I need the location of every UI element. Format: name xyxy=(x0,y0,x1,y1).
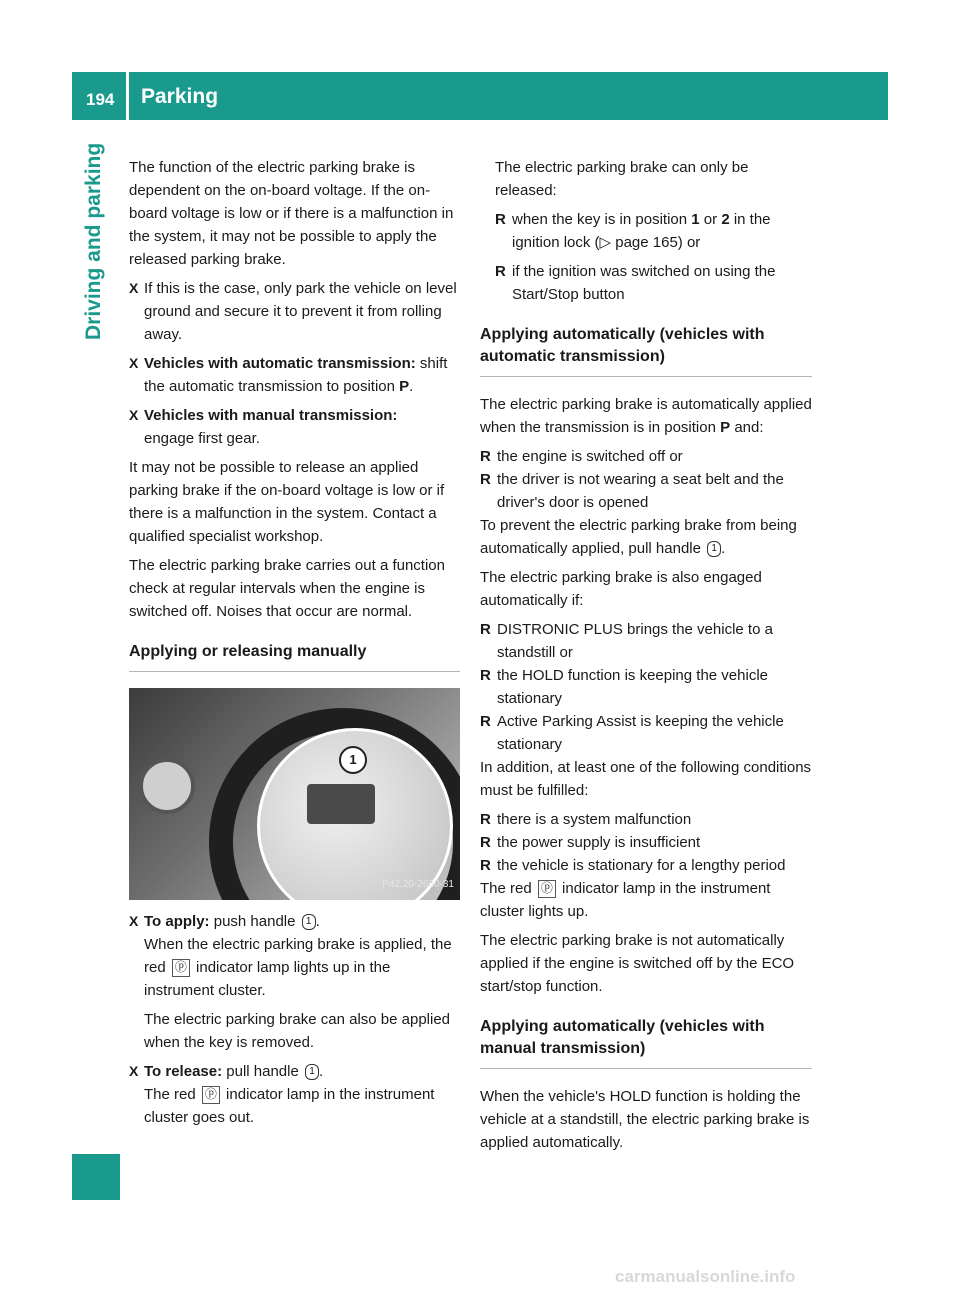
parking-lamp-icon: ⓟ xyxy=(202,1086,220,1104)
bullet-mark: R xyxy=(480,713,491,730)
parking-brake-figure xyxy=(129,688,460,900)
eco-paragraph: The electric parking brake is not automatically applied if the engine is switched off by the ECO start/stop function. xyxy=(480,932,795,995)
step-manual: X Vehicles with manual transmission: engage first gear. xyxy=(129,404,460,450)
list-item: R the driver is not wearing a seat belt and the driver's door is opened xyxy=(480,468,812,514)
step-arrow-icon: X xyxy=(129,280,139,296)
parking-lamp-icon: ⓟ xyxy=(538,880,556,898)
also-engaged-paragraph: The electric parking brake is also engaged automatically if: xyxy=(480,569,762,609)
step-automatic: X Vehicles with automatic transmission: shift the automatic transmission to position P. xyxy=(129,352,460,398)
parking-brake-handle xyxy=(307,784,375,824)
step-arrow-icon: X xyxy=(129,355,139,371)
auto-apply-paragraph: The electric parking brake is automatically applied when the transmission is in position P and: xyxy=(480,396,812,436)
callout-icon: 1 xyxy=(707,541,721,557)
bullet-mark: R xyxy=(480,471,491,488)
lamp-paragraph: The red ⓟ indicator lamp in the instrument cluster lights up. xyxy=(480,880,771,920)
list-item: R Active Parking Assist is keeping the vehicle stationary xyxy=(480,710,812,756)
list-item: R DISTRONIC PLUS brings the vehicle to a standstill or xyxy=(480,618,812,664)
function-check-note: The electric parking brake carries out a function check at regular intervals when the engine is switched off. Noises that occur are normal. xyxy=(129,557,445,620)
bullet-mark: R xyxy=(480,811,491,828)
side-tab-block xyxy=(72,1154,120,1200)
bullet-mark: R xyxy=(480,857,491,874)
callout-icon: 1 xyxy=(302,914,316,930)
bullet-mark: R xyxy=(480,448,491,465)
step-arrow-icon: X xyxy=(129,913,139,929)
parking-lamp-icon: ⓟ xyxy=(172,959,190,977)
left-column xyxy=(129,156,460,1129)
release-intro: The electric parking brake can only be released: xyxy=(495,159,749,199)
list-item: R there is a system malfunction xyxy=(480,808,812,831)
list-item: R the power supply is insufficient xyxy=(480,831,812,854)
bullet-mark: R xyxy=(480,667,491,684)
side-tab xyxy=(72,120,120,1200)
bullet-mark: R xyxy=(480,834,491,851)
list-item: R the vehicle is stationary for a lengthy period xyxy=(480,854,812,877)
bullet-mark: R xyxy=(495,211,506,228)
callout-icon: 1 xyxy=(305,1064,319,1080)
section-heading: Applying automatically (vehicles with automatic transmission) xyxy=(480,324,812,377)
section-heading: Applying automatically (vehicles with manual transmission) xyxy=(480,1016,812,1069)
section-label: Driving and parking xyxy=(82,142,105,340)
step-arrow-icon: X xyxy=(129,407,139,423)
step-release: X To release: pull handle 1 . The red ⓟ indicator lamp in the instrument cluster goes out. xyxy=(129,1060,460,1129)
list-item: R the HOLD function is keeping the vehicle stationary xyxy=(480,664,812,710)
figure-callout: 1 xyxy=(339,746,367,774)
step-arrow-icon: X xyxy=(129,1063,139,1079)
right-column xyxy=(480,156,812,1154)
header-divider xyxy=(126,72,129,120)
section-heading: Applying or releasing manually xyxy=(129,641,460,672)
intro-paragraph: The function of the electric parking brake is dependent on the on-board voltage. If the on-board voltage is low or if there is a malfunction in the system, it may not be possible to apply the released parking brake. xyxy=(129,159,454,268)
prevent-apply-paragraph: To prevent the electric parking brake from being automatically applied, pull handle 1 . xyxy=(480,517,797,557)
list-item: R the engine is switched off or xyxy=(480,445,812,468)
air-vent-shape xyxy=(139,758,195,814)
conditions-paragraph: In addition, at least one of the following conditions must be fulfilled: xyxy=(480,759,812,799)
list-item: R if the ignition was switched on using the Start/Stop button xyxy=(480,260,812,306)
list-item: R when the key is in position 1 or 2 in the ignition lock (▷ page 165) or xyxy=(480,208,812,254)
step-apply: X To apply: push handle 1 . When the electric parking brake is applied, the red ⓟ indicator lamp lights up in the instrument cluster. The electric parking brake can also be applied when the key is removed. xyxy=(129,910,460,1054)
step-park-level: X If this is the case, only park the vehicle on level ground and secure it to prevent it from rolling away. xyxy=(129,277,460,346)
watermark: carmanualsonline.info xyxy=(615,1267,796,1286)
bullet-mark: R xyxy=(480,621,491,638)
bullet-mark: R xyxy=(495,263,506,280)
figure-code: P42.20-2660-31 xyxy=(382,879,454,890)
release-warning: It may not be possible to release an applied parking brake if the on-board voltage is low or if there is a malfunction in the system. Contact a qualified specialist workshop. xyxy=(129,459,445,545)
page-number: 194 xyxy=(86,90,115,109)
page-title: Parking xyxy=(141,85,219,108)
hold-paragraph: When the vehicle's HOLD function is holding the vehicle at a standstill, the electric parking brake is applied automatically. xyxy=(480,1088,810,1151)
